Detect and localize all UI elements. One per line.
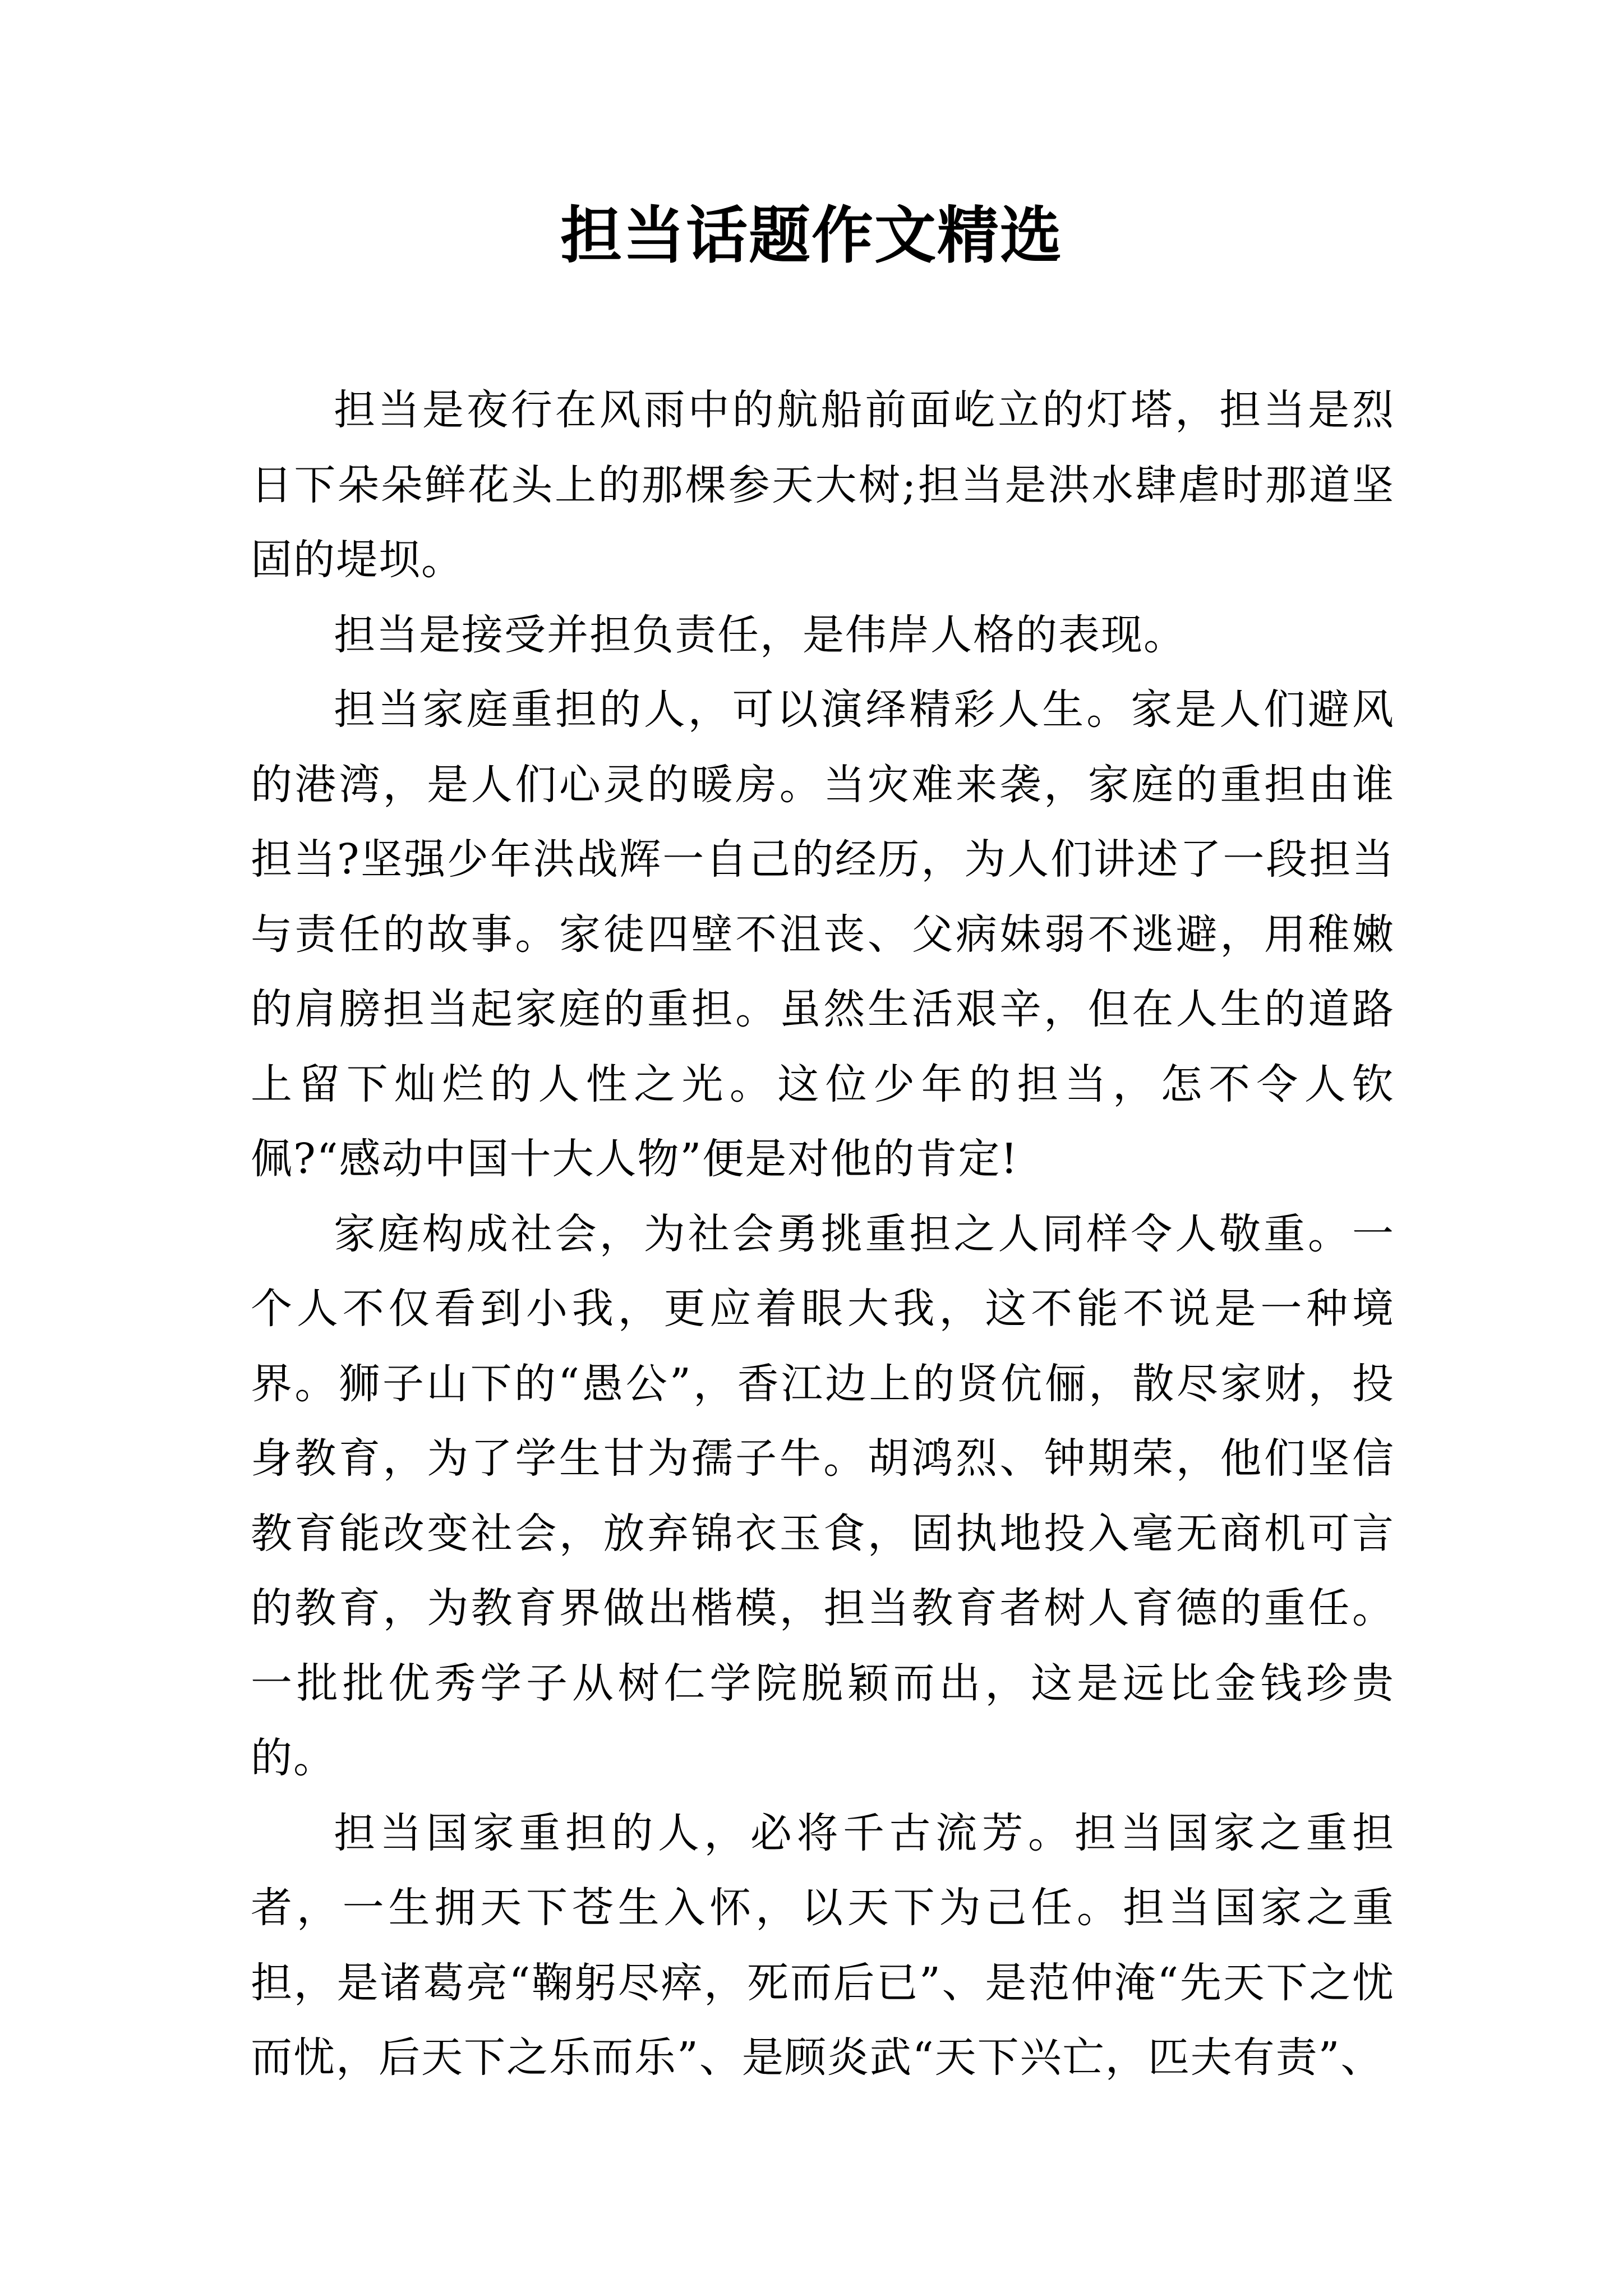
paragraph-2: 担当是接受并担负责任，是伟岸人格的表现。 — [334, 610, 1186, 659]
paragraph-1: 担当是夜行在风雨中的航船前面屹立的灯塔，担当是烈日下朵朵鲜花头上的那棵参天大树;担当是洪水肆虐时那道坚固的堤坝。 — [251, 386, 1395, 584]
paragraph-4: 家庭构成社会，为社会勇挑重担之人同样令人敬重。一个人不仅看到小我，更应着眼大我，这不能不说是一种境界。狮子山下的“愚公”，香江边上的贤伉俪，散尽家财，投身教育，为了学生甘为孺子牛。胡鸿烈、钟期荣，他们坚信教育能改变社会，放弃锦衣玉食，固执地投入毫无商机可言的教育，为教育界做出楷模，担当教育者树人育德的重任。一批批优秀学子从树仁学院脱颖而出，这是远比金钱珍贵的。 — [251, 1209, 1395, 1782]
paragraph-5: 担当国家重担的人，必将千古流芳。担当国家之重担者，一生拥天下苍生入怀，以天下为己任。担当国家之重担，是诸葛亮“鞠躬尽瘁，死而后已”、是范仲淹“先天下之忧而忧，后天下之乐而乐”、是顾炎武“天下兴亡，匹夫有责”、 — [251, 1809, 1395, 2082]
document-title: 担当话题作文精选 — [560, 199, 1063, 272]
paragraph-3: 担当家庭重担的人，可以演绎精彩人生。家是人们避风的港湾，是人们心灵的暖房。当灾难来袭，家庭的重担由谁担当?坚强少年洪战辉一自己的经历，为人们讲述了一段担当与责任的故事。家徒四壁不沮丧、父病妹弱不逃避，用稚嫩的肩膀担当起家庭的重担。虽然生活艰辛，但在人生的道路上留下灿烂的人性之光。这位少年的担当，怎不令人钦佩?“感动中国十大人物”便是对他的肯定! — [251, 685, 1395, 1183]
document-body — [251, 373, 1395, 2096]
